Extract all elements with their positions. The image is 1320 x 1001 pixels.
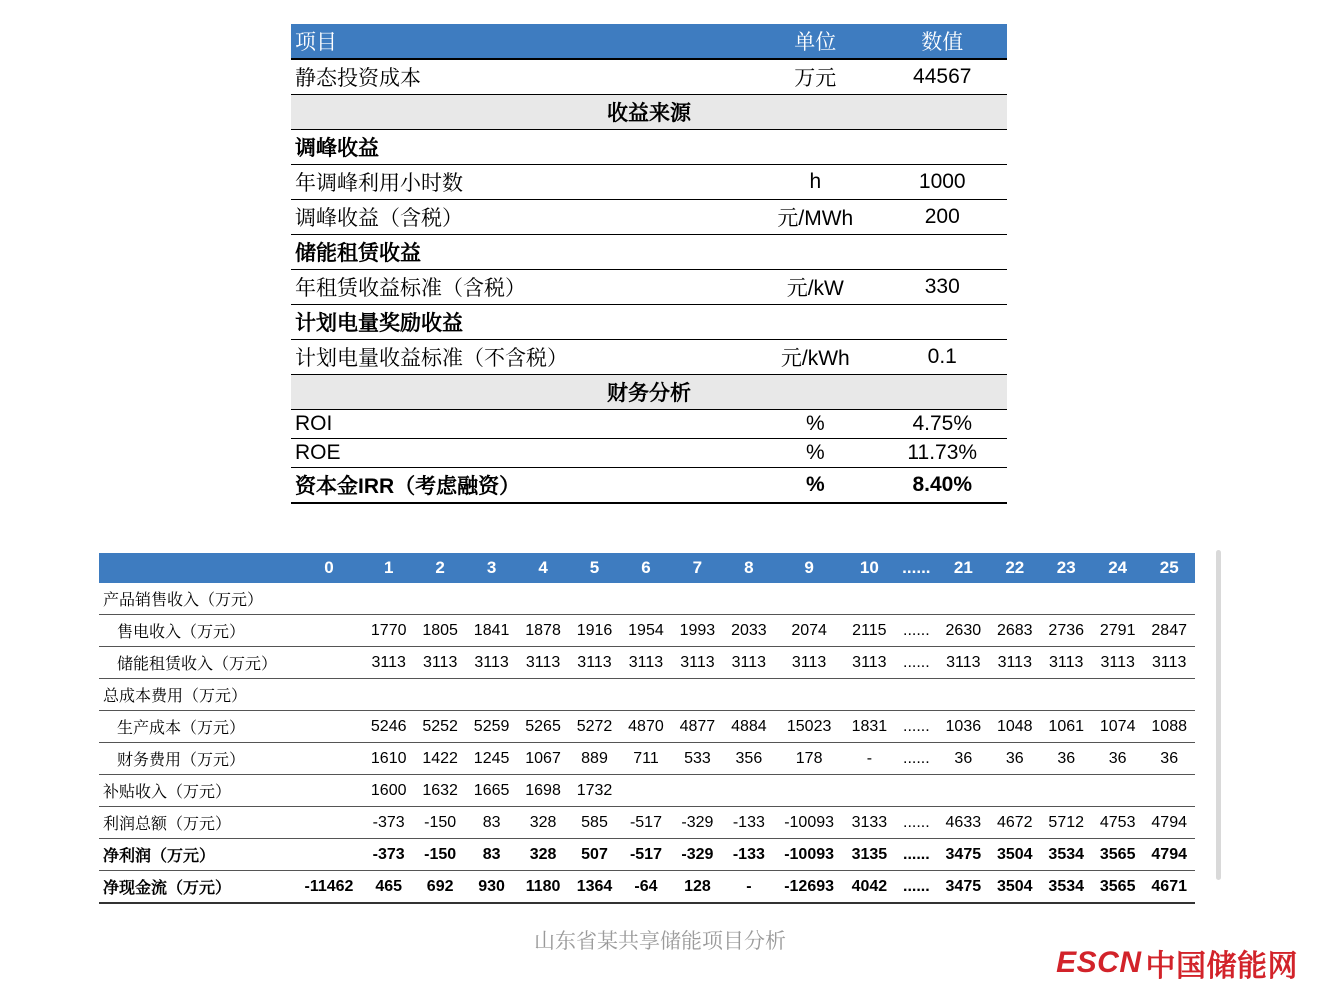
summary-table-row [291,130,1007,165]
cashflow-cell: 178 [775,743,844,775]
cashflow-row-label: 补贴收入（万元） [99,775,295,807]
cashflow-cell: 2074 [775,615,844,647]
table-row [99,583,1195,615]
cashflow-cell: 3113 [672,647,723,679]
summary-table-row [291,235,1007,270]
cashflow-cell: 36 [989,743,1040,775]
cashflow-column-header: 24 [1092,553,1143,583]
cashflow-cell: 83 [466,839,517,871]
cashflow-cell: 4633 [938,807,989,839]
cashflow-cell: -133 [723,807,774,839]
summary-table-row [291,59,1007,95]
cashflow-cell: 36 [1143,743,1195,775]
cashflow-row-label: 利润总额（万元） [99,807,295,839]
summary-table-row [291,305,1007,340]
cashflow-cell [723,775,774,807]
cashflow-cell [1041,679,1092,711]
cashflow-cell [672,583,723,615]
summary-section-label: 收益来源 [291,95,1007,130]
cashflow-cell [295,807,363,839]
cashflow-cell: 4672 [989,807,1040,839]
cashflow-cell: 3113 [989,647,1040,679]
summary-row-item: ROI [291,410,753,439]
cashflow-cell: -12693 [775,871,844,904]
cashflow-column-header: 6 [620,553,671,583]
cashflow-column-header: ...... [895,553,937,583]
cashflow-cell [672,775,723,807]
cashflow-column-header: 10 [844,553,895,583]
cashflow-cell: 5265 [517,711,568,743]
cashflow-cell: 1698 [517,775,568,807]
cashflow-column-header: 22 [989,553,1040,583]
cashflow-cell: 36 [1092,743,1143,775]
summary-row-item: 年租赁收益标准（含税） [291,270,753,305]
cashflow-cell [295,583,363,615]
cashflow-cell: 4794 [1143,807,1195,839]
cashflow-column-header: 5 [569,553,620,583]
cashflow-cell: 1036 [938,711,989,743]
cashflow-cell: 3534 [1041,839,1092,871]
cashflow-cell: 5259 [466,711,517,743]
cashflow-cell: 1878 [517,615,568,647]
cashflow-row-label: 财务费用（万元） [99,743,295,775]
summary-table-row [291,340,1007,375]
cashflow-cell: -10093 [775,807,844,839]
cashflow-cell: 3113 [775,647,844,679]
summary-row-value: 11.73% [878,439,1007,468]
cashflow-cell: 3113 [466,647,517,679]
table-row [99,679,1195,711]
cashflow-cell: -64 [620,871,671,904]
cashflow-cell [775,679,844,711]
cashflow-cell: ...... [895,711,937,743]
cashflow-cell [844,775,895,807]
cashflow-cell: 5272 [569,711,620,743]
cashflow-row-label: 生产成本（万元） [99,711,295,743]
cashflow-cell: 3475 [938,839,989,871]
summary-row-item: 计划电量奖励收益 [291,305,753,340]
cashflow-cell: 1632 [414,775,465,807]
cashflow-cell: 2033 [723,615,774,647]
summary-header-row [291,24,1007,59]
cashflow-cell: 1916 [569,615,620,647]
cashflow-cell: 2847 [1143,615,1195,647]
cashflow-cell: 1088 [1143,711,1195,743]
table-row [99,743,1195,775]
figure-caption: 山东省某共享储能项目分析 [534,930,786,953]
cashflow-cell: 692 [414,871,465,904]
cashflow-cell: -373 [363,807,414,839]
cashflow-cell [723,583,774,615]
cashflow-cell [938,775,989,807]
cashflow-cell [775,583,844,615]
cashflow-cell: 4794 [1143,839,1195,871]
cashflow-cell: 3475 [938,871,989,904]
summary-row-value: 4.75% [878,410,1007,439]
cashflow-cell [466,583,517,615]
summary-row-value: 330 [878,270,1007,305]
cashflow-cell [775,775,844,807]
cashflow-cell: 36 [1041,743,1092,775]
cashflow-cell: ...... [895,743,937,775]
cashflow-cell: 3504 [989,871,1040,904]
summary-row-value: 0.1 [878,340,1007,375]
summary-row-value: 44567 [878,59,1007,95]
cashflow-table-container [99,553,1199,904]
cashflow-row-label: 净现金流（万元） [99,871,295,904]
cashflow-cell: 1732 [569,775,620,807]
cashflow-cell: 889 [569,743,620,775]
summary-row-value: 8.40% [878,468,1007,504]
cashflow-cell [363,583,414,615]
cashflow-cell: 1245 [466,743,517,775]
cashflow-cell [1143,583,1195,615]
summary-row-value [878,235,1007,270]
cashflow-cell [1041,583,1092,615]
cashflow-cell: 2791 [1092,615,1143,647]
cashflow-cell: 328 [517,807,568,839]
summary-section-row [291,95,1007,130]
cashflow-cell: 4671 [1143,871,1195,904]
cashflow-cell: 1665 [466,775,517,807]
cashflow-cell: 3113 [723,647,774,679]
cashflow-cell [1092,775,1143,807]
cashflow-cell: 1048 [989,711,1040,743]
cashflow-cell [414,583,465,615]
cashflow-cell: -517 [620,807,671,839]
cashflow-cell: 1610 [363,743,414,775]
cashflow-cell: 3113 [620,647,671,679]
cashflow-column-header: 0 [295,553,363,583]
cashflow-cell: 2630 [938,615,989,647]
cashflow-cell [295,711,363,743]
cashflow-cell [1143,775,1195,807]
cashflow-cell [295,647,363,679]
table-row [99,871,1195,904]
cashflow-cell: 1831 [844,711,895,743]
summary-section-label: 财务分析 [291,375,1007,410]
cashflow-cell [295,743,363,775]
table-row [99,839,1195,871]
table-row [99,711,1195,743]
cashflow-cell: 1061 [1041,711,1092,743]
cashflow-cell: 1841 [466,615,517,647]
summary-row-unit: 元/MWh [753,200,877,235]
cashflow-cell: 328 [517,839,568,871]
cashflow-column-header: 3 [466,553,517,583]
summary-header-value: 数值 [878,24,1007,59]
cashflow-cell: 3534 [1041,871,1092,904]
cashflow-cell [895,775,937,807]
cashflow-column-header: 1 [363,553,414,583]
cashflow-cell: 36 [938,743,989,775]
cashflow-row-label: 售电收入（万元） [99,615,295,647]
summary-row-value: 1000 [878,165,1007,200]
cashflow-cell: 585 [569,807,620,839]
cashflow-cell: ...... [895,615,937,647]
cashflow-cell: ...... [895,807,937,839]
cashflow-cell: 1805 [414,615,465,647]
cashflow-column-header: 23 [1041,553,1092,583]
cashflow-cell: 2683 [989,615,1040,647]
cashflow-row-label: 净利润（万元） [99,839,295,871]
cashflow-column-header: 7 [672,553,723,583]
cashflow-column-header: 25 [1143,553,1195,583]
summary-table-row [291,165,1007,200]
cashflow-cell: 5712 [1041,807,1092,839]
summary-row-unit: 元/kW [753,270,877,305]
summary-row-item: 调峰收益 [291,130,753,165]
cashflow-cell: 4877 [672,711,723,743]
summary-row-item: 计划电量收益标准（不含税） [291,340,753,375]
cashflow-cell: -329 [672,839,723,871]
summary-table-row [291,439,1007,468]
summary-row-unit [753,235,877,270]
summary-row-unit: h [753,165,877,200]
cashflow-cell: 4884 [723,711,774,743]
cashflow-table [99,553,1195,904]
cashflow-column-header: 9 [775,553,844,583]
cashflow-column-header: 21 [938,553,989,583]
summary-row-unit: 万元 [753,59,877,95]
table-row [99,775,1195,807]
summary-row-item: ROE [291,439,753,468]
cashflow-cell [1143,679,1195,711]
cashflow-cell: - [844,743,895,775]
cashflow-cell [895,583,937,615]
cashflow-cell [517,679,568,711]
table-row [99,647,1195,679]
cashflow-cell: 1074 [1092,711,1143,743]
cashflow-cell: 5252 [414,711,465,743]
cashflow-cell [295,615,363,647]
cashflow-cell: 3113 [569,647,620,679]
cashflow-cell [620,679,671,711]
summary-row-value [878,305,1007,340]
cashflow-row-label: 总成本费用（万元） [99,679,295,711]
table-row [99,807,1195,839]
cashflow-cell: 1770 [363,615,414,647]
cashflow-cell: 3113 [1092,647,1143,679]
summary-row-unit [753,305,877,340]
cashflow-row-label: 储能租赁收入（万元） [99,647,295,679]
cashflow-cell: 533 [672,743,723,775]
cashflow-cell: 3504 [989,839,1040,871]
cashflow-cell: -329 [672,807,723,839]
logo-chinese-text: 中国储能网 [1145,950,1298,983]
summary-row-value [878,130,1007,165]
cashflow-cell [895,679,937,711]
cashflow-cell: 3113 [1041,647,1092,679]
cashflow-cell: -517 [620,839,671,871]
cashflow-cell: -373 [363,839,414,871]
cashflow-cell [569,679,620,711]
cashflow-cell [938,679,989,711]
cashflow-cell [989,583,1040,615]
summary-header-item: 项目 [291,24,753,59]
cashflow-cell: 4870 [620,711,671,743]
cashflow-cell: -150 [414,839,465,871]
cashflow-cell [844,583,895,615]
summary-row-item: 资本金IRR（考虑融资） [291,468,753,504]
summary-header-unit: 单位 [753,24,877,59]
cashflow-cell: 1364 [569,871,620,904]
cashflow-cell: 3113 [1143,647,1195,679]
summary-table-row [291,270,1007,305]
cashflow-cell: 4042 [844,871,895,904]
vertical-scrollbar[interactable] [1216,550,1221,880]
cashflow-cell: 5246 [363,711,414,743]
cashflow-cell: 4753 [1092,807,1143,839]
cashflow-cell: -10093 [775,839,844,871]
cashflow-cell: 128 [672,871,723,904]
cashflow-column-header: 4 [517,553,568,583]
cashflow-cell: 1067 [517,743,568,775]
cashflow-header-row [99,553,1195,583]
cashflow-cell: 3113 [938,647,989,679]
cashflow-cell [723,679,774,711]
escn-logo [1056,941,1298,985]
summary-row-item: 年调峰利用小时数 [291,165,753,200]
summary-section-row [291,375,1007,410]
cashflow-cell: ...... [895,839,937,871]
cashflow-cell: 2736 [1041,615,1092,647]
cashflow-cell [569,583,620,615]
cashflow-cell: 3113 [414,647,465,679]
cashflow-cell: 1954 [620,615,671,647]
summary-row-unit: % [753,410,877,439]
cashflow-cell: 2115 [844,615,895,647]
summary-table-row [291,200,1007,235]
cashflow-cell: -11462 [295,871,363,904]
logo-latin-text: ESCN [1056,946,1142,979]
cashflow-cell: 711 [620,743,671,775]
cashflow-cell: ...... [895,647,937,679]
summary-row-unit: % [753,468,877,504]
cashflow-cell [989,775,1040,807]
cashflow-cell: 3113 [517,647,568,679]
summary-row-unit [753,130,877,165]
table-row [99,615,1195,647]
cashflow-cell [620,583,671,615]
summary-row-item: 调峰收益（含税） [291,200,753,235]
summary-row-unit: % [753,439,877,468]
cashflow-cell [517,583,568,615]
cashflow-cell: 930 [466,871,517,904]
cashflow-cell: 507 [569,839,620,871]
cashflow-cell: 3113 [844,647,895,679]
cashflow-cell [295,679,363,711]
cashflow-cell [672,679,723,711]
cashflow-column-header: 8 [723,553,774,583]
cashflow-cell: 1600 [363,775,414,807]
cashflow-cell [938,583,989,615]
cashflow-cell [295,775,363,807]
cashflow-cell: -150 [414,807,465,839]
cashflow-cell: 1180 [517,871,568,904]
project-summary-table [291,24,1007,504]
cashflow-cell: 15023 [775,711,844,743]
cashflow-cell: 356 [723,743,774,775]
cashflow-column-header: 2 [414,553,465,583]
cashflow-cell: 83 [466,807,517,839]
cashflow-corner-cell [99,553,295,583]
cashflow-cell: 3565 [1092,871,1143,904]
cashflow-cell [1092,583,1143,615]
summary-table-row [291,410,1007,439]
cashflow-cell: 3133 [844,807,895,839]
cashflow-cell [989,679,1040,711]
cashflow-cell [1041,775,1092,807]
cashflow-cell [414,679,465,711]
cashflow-cell: 3565 [1092,839,1143,871]
cashflow-cell [466,679,517,711]
cashflow-cell [620,775,671,807]
cashflow-cell: 3135 [844,839,895,871]
cashflow-cell: 1422 [414,743,465,775]
summary-row-item: 静态投资成本 [291,59,753,95]
summary-row-value: 200 [878,200,1007,235]
cashflow-cell [844,679,895,711]
cashflow-cell [363,679,414,711]
summary-row-item: 储能租赁收益 [291,235,753,270]
cashflow-cell [295,839,363,871]
cashflow-cell [1092,679,1143,711]
cashflow-cell: 465 [363,871,414,904]
summary-row-unit: 元/kWh [753,340,877,375]
cashflow-row-label: 产品销售收入（万元） [99,583,295,615]
cashflow-cell: 1993 [672,615,723,647]
cashflow-cell: ...... [895,871,937,904]
cashflow-cell: - [723,871,774,904]
cashflow-cell: 3113 [363,647,414,679]
summary-table-row [291,468,1007,504]
cashflow-cell: -133 [723,839,774,871]
